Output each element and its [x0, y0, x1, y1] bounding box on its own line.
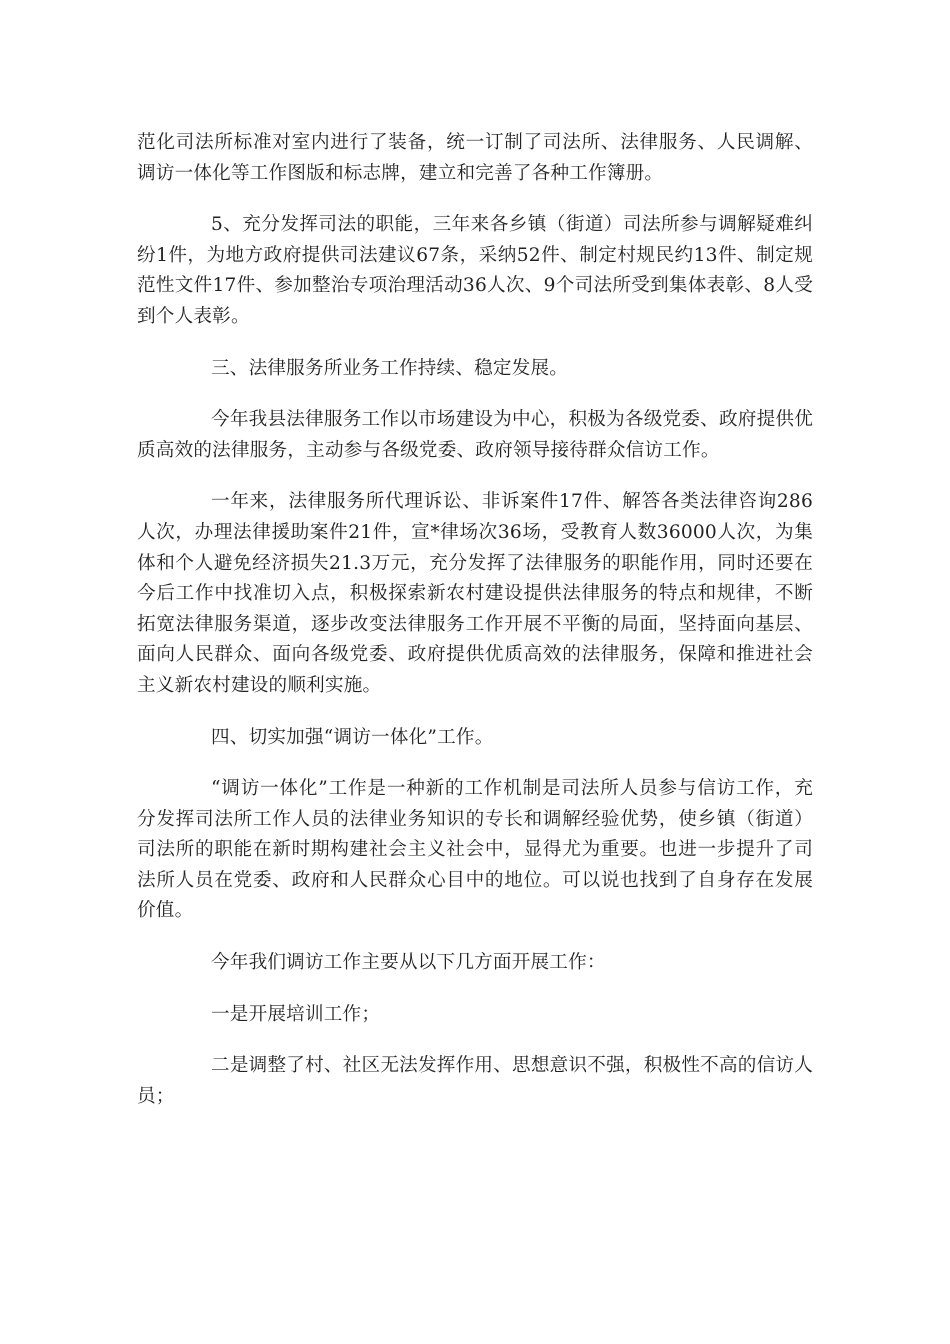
paragraph-10: 二是调整了村、社区无法发挥作用、思想意识不强，积极性不高的信访人员；	[137, 1055, 813, 1107]
document-page	[137, 128, 813, 1112]
paragraph-1: 范化司法所标准对室内进行了装备，统一订制了司法所、法律服务、人民调解、调访一体化等工作图版和标志牌，建立和完善了各种工作簿册。	[137, 132, 813, 184]
paragraph-2: 5、充分发挥司法的职能，三年来各乡镇（街道）司法所参与调解疑难纠纷1件，为地方政府提供司法建议67条，采纳52件、制定村规民约13件、制定规范性文件17件、参加整治专项治理活动36人次、9个司法所受到集体表彰、8人受到个人表彰。	[137, 214, 813, 327]
paragraph-4: 今年我县法律服务工作以市场建设为中心，积极为各级党委、政府提供优质高效的法律服务，主动参与各级党委、政府领导接待群众信访工作。	[137, 409, 813, 461]
paragraph-7: “调访一体化”工作是一种新的工作机制是司法所人员参与信访工作，充分发挥司法所工作人员的法律业务知识的专长和调解经验优势，使乡镇（街道）司法所的职能在新时期构建社会主义社会中，显得尤为重要。也进一步提升了司法所人员在党委、政府和人民群众心目中的地位。可以说也找到了自身存在发展价值。	[137, 778, 813, 922]
paragraph-5: 一年来，法律服务所代理诉讼、非诉案件17件、解答各类法律咨询286人次，办理法律援助案件21件，宣*律场次36场，受教育人数36000人次，为集体和个人避免经济损失21.3万元，充分发挥了法律服务的职能作用，同时还要在今后工作中找准切入点，积极探索新农村建设提供法律服务的特点和规律，不断拓宽法律服务渠道，逐步改变法律服务工作开展不平衡的局面，坚持面向基层、面向人民群众、面向各级党委、政府提供优质高效的法律服务，保障和推进社会主义新农村建设的顺利实施。	[137, 491, 813, 696]
paragraph-9: 一是开展培训工作；	[211, 1003, 381, 1025]
paragraph-8: 今年我们调访工作主要从以下几方面开展工作：	[211, 952, 606, 974]
section-heading-3: 三、法律服务所业务工作持续、稳定发展。	[211, 357, 569, 379]
section-heading-4: 四、切实加强“调访一体化”工作。	[211, 726, 494, 748]
